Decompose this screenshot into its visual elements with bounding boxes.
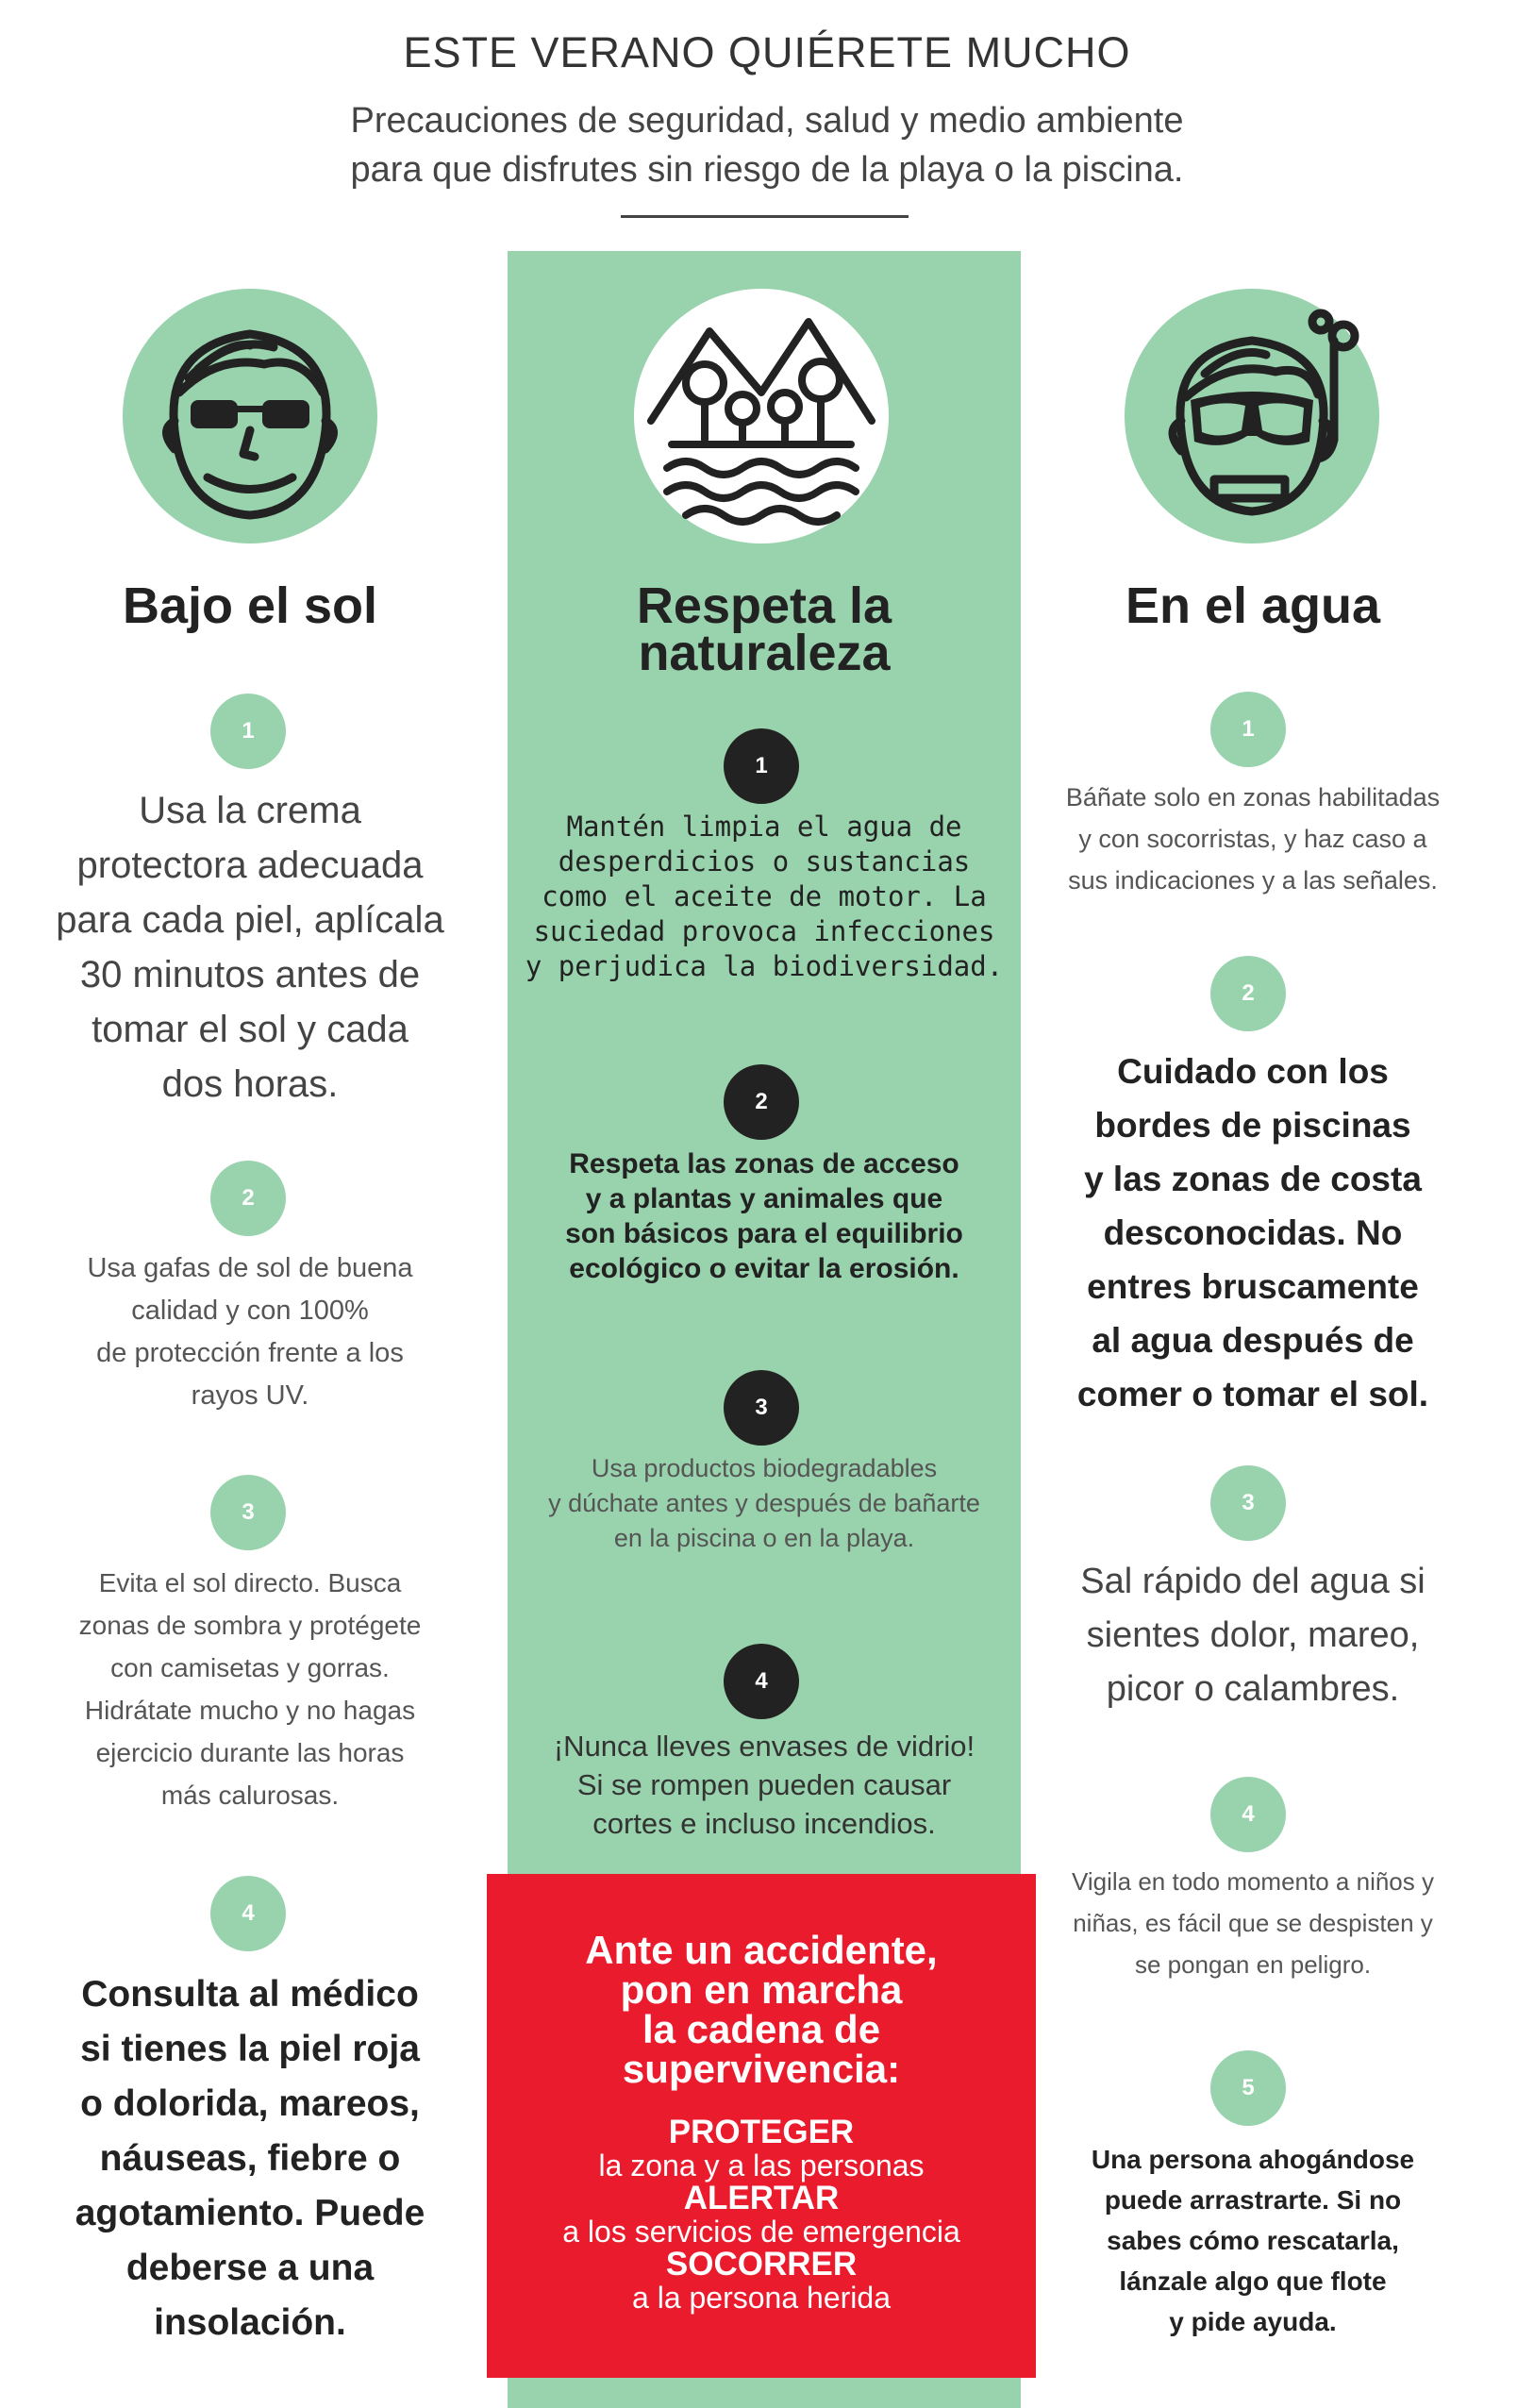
tip-line: Mantén limpia el agua de (566, 811, 962, 843)
tip-text (1036, 1861, 1470, 1985)
tip-line: Hidrátate mucho y no hagas (84, 1696, 416, 1725)
tip-line: rayos UV. (191, 1380, 309, 1411)
tip-text (517, 1727, 1011, 1843)
tip-text (28, 1562, 472, 1816)
tip-line: comer o tomar el sol. (1076, 1375, 1429, 1413)
tip-line: Báñate solo en zonas habilitadas (1065, 783, 1441, 811)
step-number: 3 (210, 1475, 286, 1550)
tip-line: son básicos para el equilibrio (565, 1218, 963, 1249)
tip-line: desperdicios o sustancias (558, 845, 971, 878)
tip-line: si tienes la piel roja (80, 2029, 420, 2069)
tip-line: y con socorristas, y haz caso a (1078, 825, 1427, 853)
step-number: 2 (724, 1064, 799, 1140)
column-title-agua: En el agua (1125, 577, 1381, 634)
page-title: ESTE VERANO QUIÉRETE MUCHO (403, 28, 1131, 76)
tip-line: cortes e incluso incendios. (592, 1807, 936, 1840)
tip-text (1036, 2139, 1470, 2342)
tip-line: Vigila en todo momento a niños y (1072, 1867, 1434, 1896)
tip-line: para cada piel, aplícala (56, 899, 444, 941)
tip-line: calidad y con 100% (131, 1296, 369, 1326)
tip-line: suciedad provoca infecciones (533, 915, 995, 947)
tip-line: sus indicaciones y a las señales. (1068, 866, 1438, 895)
tip-line: y pide ayuda. (1169, 2307, 1337, 2336)
tip-line: ¡Nunca lleves envases de vidrio! (553, 1730, 975, 1763)
tip-line: más calurosas. (160, 1781, 340, 1810)
accident-heading-line: Ante un accidente, (585, 1928, 938, 1972)
tip-line: de protección frente a los (96, 1338, 404, 1368)
tip-line: Sal rápido del agua si (1080, 1562, 1426, 1601)
tip-line: con camisetas y gorras. (110, 1653, 390, 1682)
tip-line: desconocidas. No (1103, 1213, 1403, 1252)
step-number: 2 (210, 1161, 286, 1236)
page-subtitle (0, 96, 1534, 194)
snorkel-mask-face-icon (1125, 289, 1379, 543)
tip-text (1036, 777, 1470, 901)
tip-line: tomar el sol y cada (92, 1009, 409, 1050)
tip-text (517, 810, 1011, 984)
tip-line: Una persona ahogándose (1091, 2145, 1415, 2174)
tip-text (28, 783, 472, 1112)
tip-line: zonas de sombra y protégete (78, 1611, 422, 1640)
step-number: 1 (210, 694, 286, 769)
tip-line: y perjudica la biodiversidad. (525, 950, 1004, 982)
tip-line: Usa gafas de sol de buena (87, 1253, 413, 1283)
tip-line: en la piscina o en la playa. (613, 1524, 915, 1552)
accident-step-desc: a los servicios de emergencia (562, 2215, 960, 2249)
tip-line: lánzale algo que flote (1119, 2266, 1387, 2296)
accident-heading-line: supervivencia: (622, 2047, 901, 2091)
tip-line: Evita el sol directo. Busca (98, 1568, 402, 1597)
divider (621, 215, 909, 218)
tip-line: y las zonas de costa (1084, 1160, 1422, 1198)
step-number: 1 (1210, 692, 1286, 767)
tip-line: se pongan en peligro. (1134, 1950, 1372, 1979)
accident-heading-line: la cadena de (642, 2007, 881, 2051)
tip-line: ejercicio durante las horas (95, 1738, 405, 1767)
tip-line: sabes cómo rescatarla, (1107, 2226, 1399, 2255)
sunglasses-face-icon (123, 289, 377, 543)
tip-line: dos horas. (161, 1063, 339, 1105)
step-number: 4 (1210, 1777, 1286, 1852)
tip-line: Si se rompen pueden causar (576, 1768, 952, 1801)
tip-line: sientes dolor, mareo, (1086, 1615, 1420, 1655)
step-number: 5 (1210, 2050, 1286, 2126)
tip-line: entres bruscamente (1087, 1267, 1419, 1306)
accident-heading-line: pon en marcha (620, 1967, 903, 2012)
accident-step-keyword: PROTEGER (668, 2114, 855, 2150)
tip-line: como el aceite de motor. La (542, 880, 987, 912)
tip-line: al agua después de (1092, 1321, 1414, 1360)
accident-steps (487, 2115, 1036, 2314)
tip-line: puede arrastrarte. Si no (1104, 2185, 1402, 2215)
tip-text (1036, 1045, 1470, 1421)
tip-text (517, 1146, 1011, 1286)
tip-line: náuseas, fiebre o (99, 2138, 401, 2179)
tip-line: Usa la crema (139, 790, 361, 831)
tip-line: Usa productos biodegradables (591, 1454, 938, 1482)
subtitle-line: para que disfrutes sin riesgo de la playa o la piscina. (350, 150, 1184, 190)
tip-text (28, 1247, 472, 1417)
accident-heading (487, 1928, 1036, 2091)
tip-line: ecológico o evitar la erosión. (569, 1253, 959, 1284)
accident-chain-box (487, 1874, 1036, 2378)
accident-step-desc: la zona y a las personas (598, 2149, 925, 2182)
tip-line: bordes de piscinas (1094, 1106, 1411, 1145)
step-number: 4 (724, 1644, 799, 1719)
tip-line: protectora adecuada (76, 844, 424, 886)
step-number: 1 (724, 728, 799, 804)
tip-line: 30 minutos antes de (79, 954, 421, 995)
tip-line: deberse a una (125, 2248, 375, 2288)
tip-line: y a plantas y animales que (585, 1183, 943, 1214)
subtitle-line: Precauciones de seguridad, salud y medio ambiente (350, 101, 1184, 141)
tip-text (1036, 1555, 1470, 1716)
tip-line: agotamiento. Puede (75, 2193, 425, 2233)
tip-line: insolación. (154, 2302, 346, 2343)
tip-line: niñas, es fácil que se despisten y (1073, 1909, 1433, 1937)
column-title-naturaleza (508, 577, 1021, 681)
step-number: 3 (1210, 1465, 1286, 1541)
step-number: 3 (724, 1370, 799, 1446)
tip-text (517, 1451, 1011, 1556)
accident-step-desc: a la persona herida (632, 2281, 891, 2315)
accident-step-keyword: ALERTAR (683, 2180, 840, 2216)
column-title-line: Respeta la (636, 577, 892, 634)
accident-step-keyword: SOCORRER (665, 2246, 858, 2283)
tip-line: picor o calambres. (1106, 1669, 1400, 1709)
step-number: 4 (210, 1876, 286, 1951)
tip-line: o dolorida, mareos, (80, 2083, 420, 2124)
mountains-trees-waves-icon (634, 289, 889, 543)
tip-line: y dúchate antes y después de bañarte (548, 1489, 980, 1517)
column-title-line: naturaleza (638, 625, 891, 681)
column-title-sol: Bajo el sol (122, 577, 378, 634)
step-number: 2 (1210, 956, 1286, 1031)
tip-text (28, 1967, 472, 2350)
tip-line: Consulta al médico (81, 1974, 419, 2015)
tip-line: Respeta las zonas de acceso (569, 1148, 959, 1179)
tip-line: Cuidado con los (1117, 1052, 1389, 1091)
